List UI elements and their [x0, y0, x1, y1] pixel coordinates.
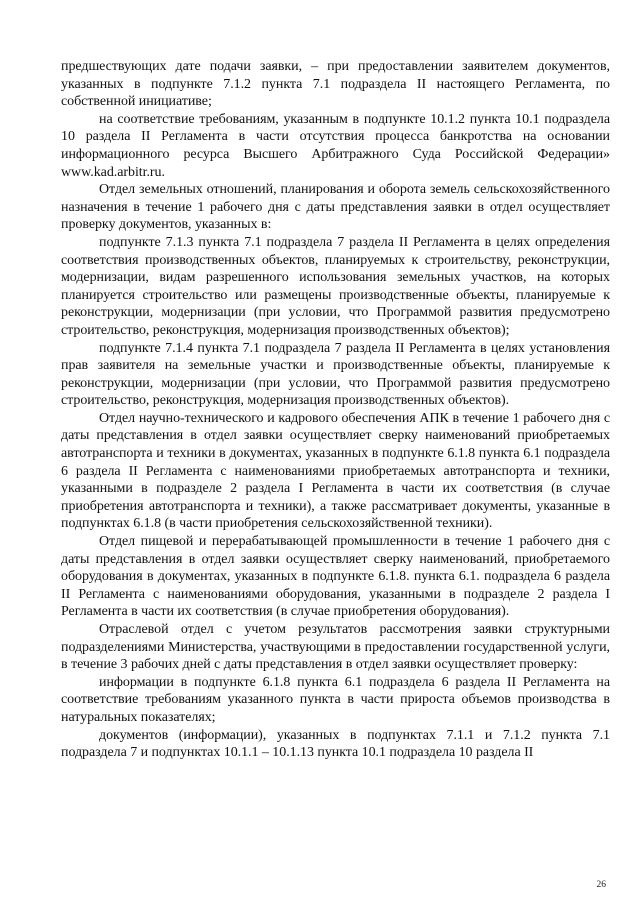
paragraph-industry-department: Отраслевой отдел с учетом результатов рассмотрения заявки структурными подразделениями Министерства, участвующими в предоставлении государственной услуги, в течение 3 рабочих дней с даты представления в отдел заявки осуществляет проверку:: [61, 622, 610, 673]
paragraph-continuation: предшествующих дате подачи заявки, – при предоставлении заявителем документов, указанных в подпункте 7.1.2 пункта 7.1 подраздела II настоящего Регламента, по собственной инициативе;: [61, 59, 610, 110]
paragraph-documents-check: документов (информации), указанных в подпунктах 7.1.1 и 7.1.2 пункта 7.1 подраздела 7 и подпунктах 10.1.1 – 10.1.13 пункта 10.1 подраздела 10 раздела II: [61, 727, 610, 761]
paragraph-subitem-7-1-3: подпункте 7.1.3 пункта 7.1 подраздела 7 раздела II Регламента в целях определения соответствия производственных объектов, планируемых к строительству, реконструкции, модернизации, видам разрешенного использования земельных участков, на которых планируется строительство или размещены производственные объекты, планируемые к реконструкции, модернизации (при условии, что Программой развития предусмотрено строительство, реконструкция, модернизация производственных объектов);: [61, 234, 610, 338]
document-body: [61, 58, 610, 762]
paragraph-food-processing-department: Отдел пищевой и перерабатывающей промышленности в течение 1 рабочего дня с даты представления в отдел заявки осуществляет сверку наименований, приобретаемого оборудования в документах, указанных в подпункте 6.1.8. пункта 6.1. подраздела 6 раздела II Регламента с наименованиями оборудования, указанными в подразделе 2 раздела I Регламента в части их соответствия (в случае приобретения оборудования).: [61, 534, 610, 620]
paragraph-information-check: информации в подпункте 6.1.8 пункта 6.1 подраздела 6 раздела II Регламента на соответствие требованиям указанного пункта в части прироста объемов производства в натуральных показателях;: [61, 674, 610, 725]
page-number: 26: [596, 880, 606, 890]
paragraph-technical-staffing-department: Отдел научно-технического и кадрового обеспечения АПК в течение 1 рабочего дня с даты представления в отдел заявки осуществляет сверку наименований приобретаемых автотранспорта и техники в документах, указанных в подпункте 6.1.8 пункта 6.1 подраздела 6 раздела II Регламента с наименованиями приобретаемых автотранспорта и техники, указанными в подразделе 2 раздела I Регламента в части их соответствия (в случае приобретения автотранспорта и техники), а также рассматривает документы, указанные в подпунктах 6.1.8 (в части приобретения сельскохозяйственной техники).: [61, 410, 610, 532]
paragraph-land-relations-department: Отдел земельных отношений, планирования и оборота земель сельскохозяйственного назначения в течение 1 рабочего дня с даты представления заявки в отдел осуществляет проверку документов, указанных в:: [61, 182, 610, 233]
paragraph-subitem-7-1-4: подпункте 7.1.4 пункта 7.1 подраздела 7 раздела II Регламента в целях установления прав заявителя на земельные участки и производственные объекты, планируемые к реконструкции, модернизации (при условии, что Программой развития предусмотрено строительство, реконструкция, модернизация производственных объектов).: [61, 340, 610, 409]
paragraph-bankruptcy-check: на соответствие требованиям, указанным в подпункте 10.1.2 пункта 10.1 подраздела 10 раздела II Регламента в части отсутствия процесса банкротства на основании информационного ресурса Высшего Арбитражного Суда Российской Федерации» www.kad.arbitr.ru.: [61, 111, 610, 180]
